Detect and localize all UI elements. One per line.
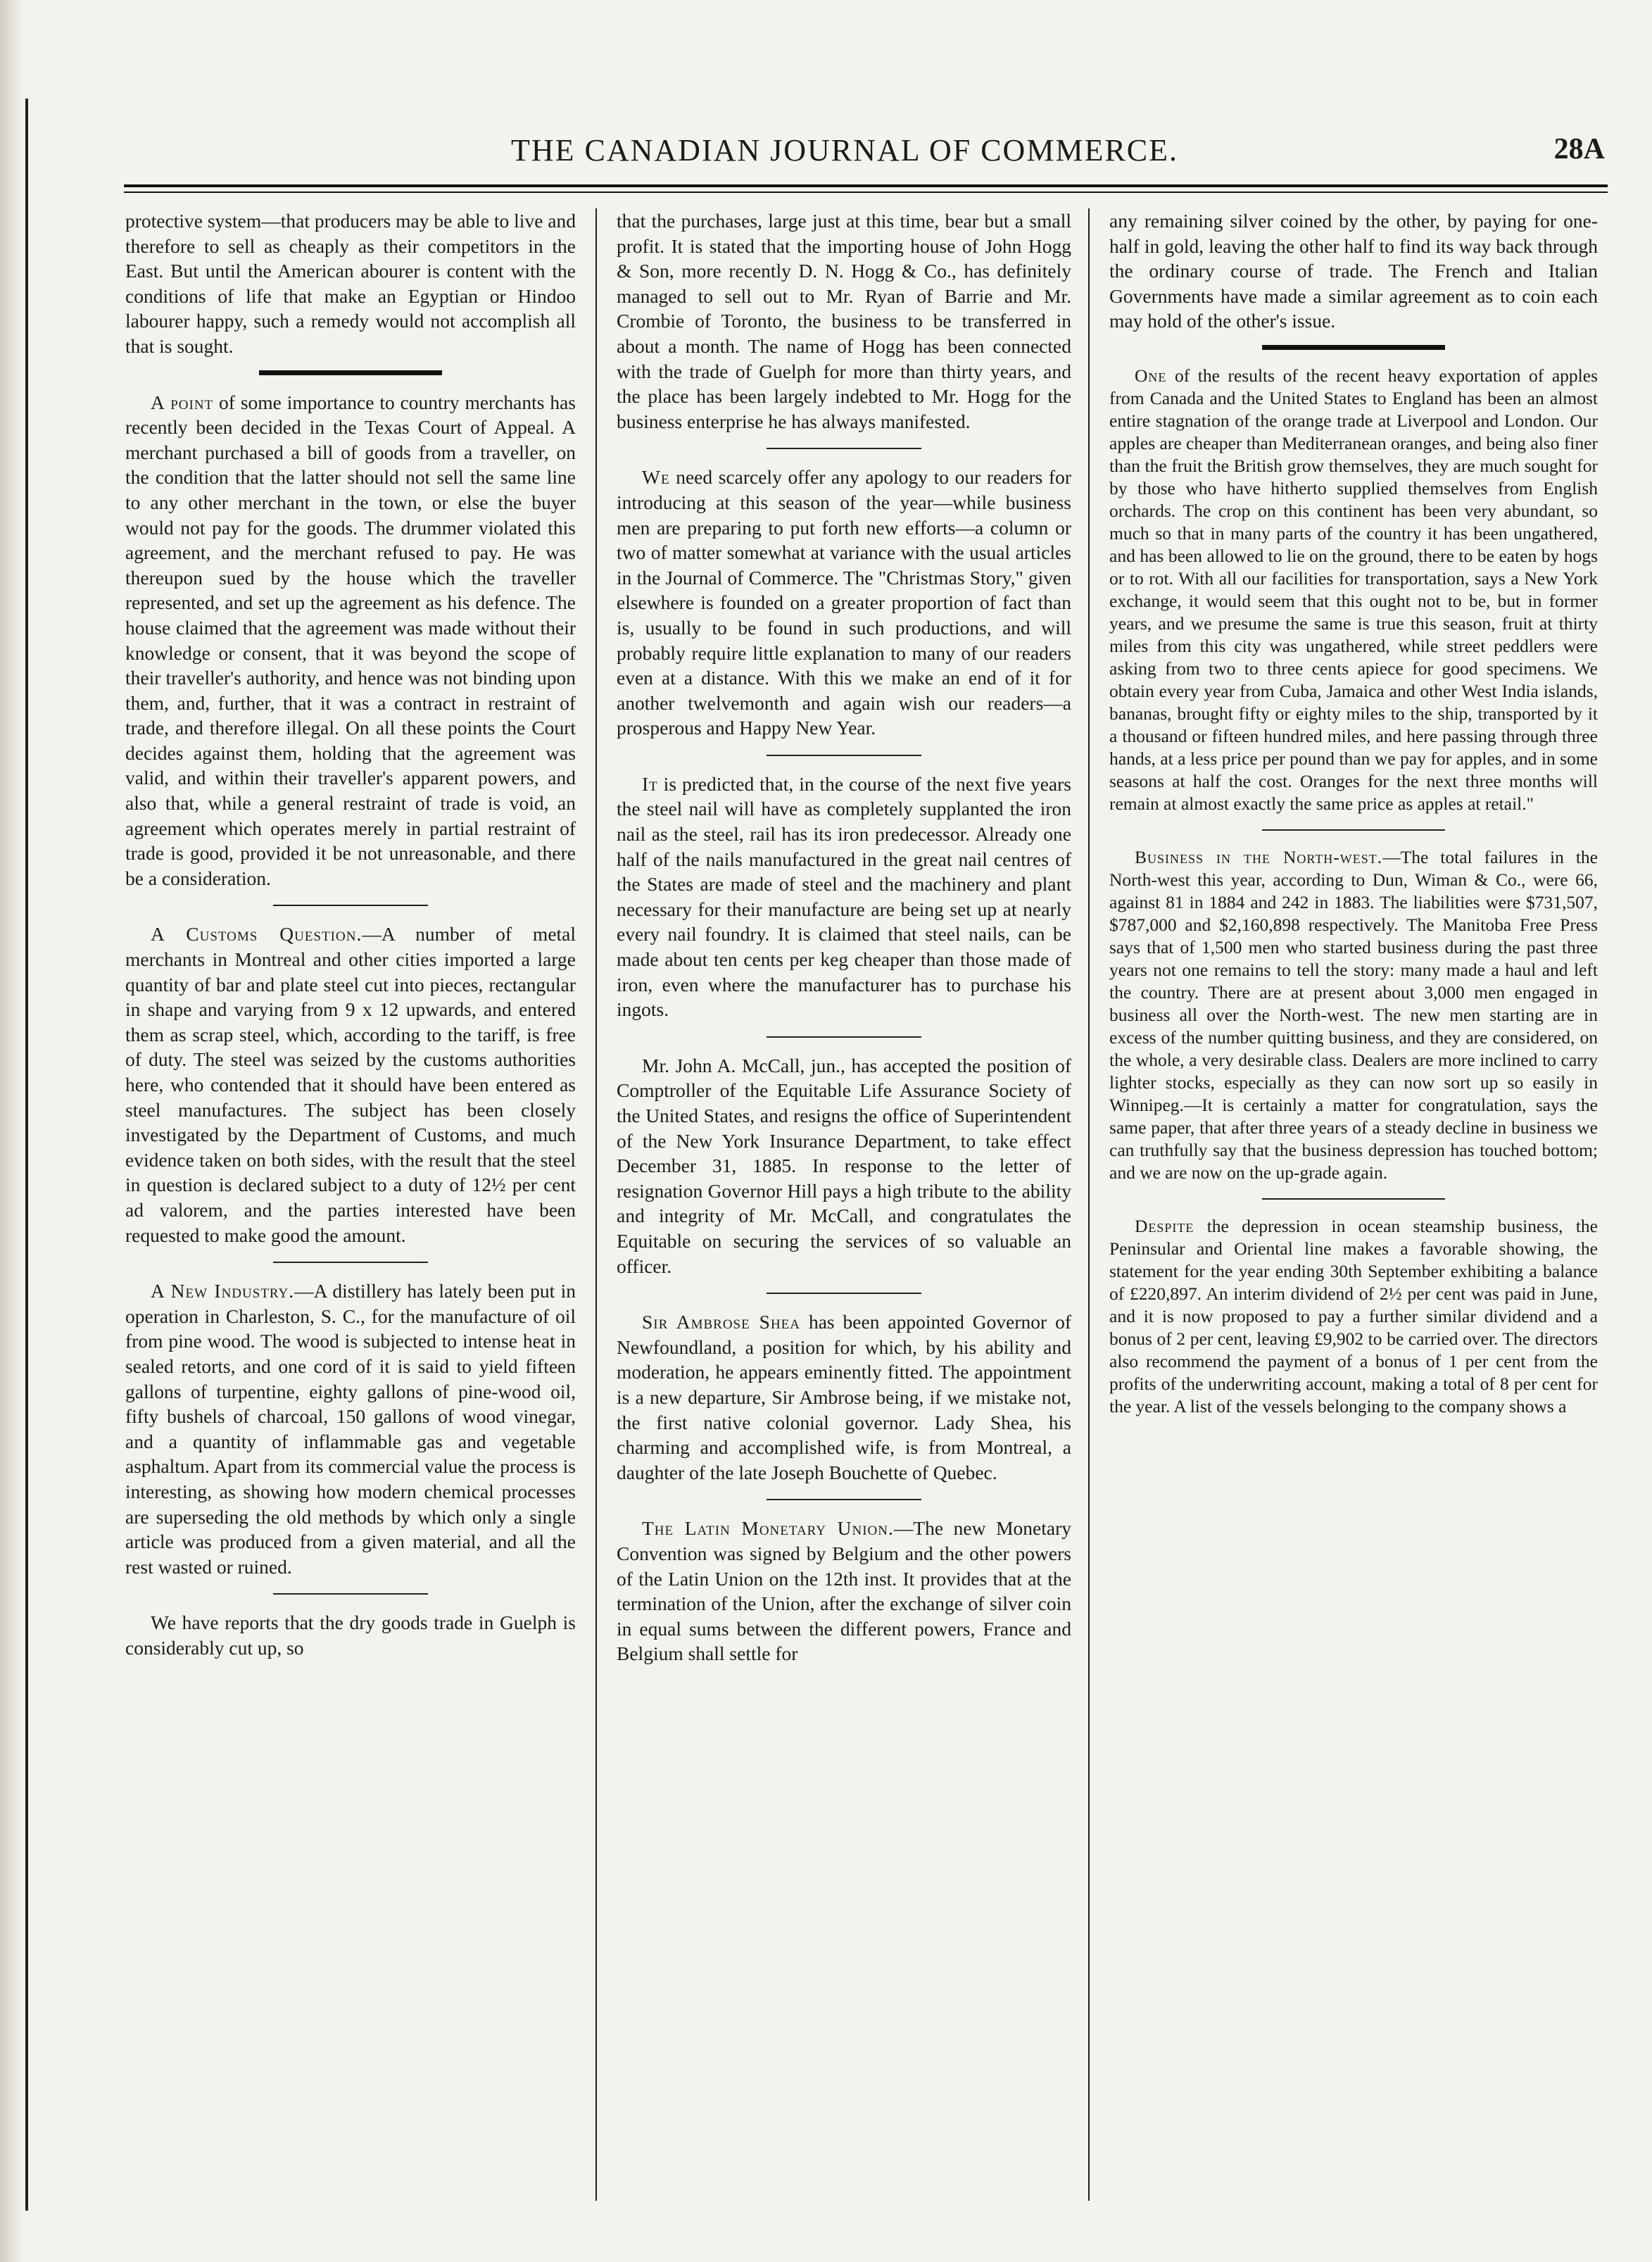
- column-divider: [595, 208, 597, 2201]
- column-2: [617, 208, 1071, 1666]
- article-guelph-cont: [617, 208, 1071, 434]
- article-text: —A distillery has lately been put in operation in Charleston, S. C., for the manufacture of oil from pine wood. The wood is subjected to intense heat in sealed retorts, and one cord of it is said to yield fifteen gallons of turpentine, eighty gallons of pine-wood oil, fifty bushels of charcoal, 150 gallons of wood vinegar, and a quantity of inflammable gas and vegetable asphaltum. Apart from its commercial value the process is interesting, as showing how modern chemical processes are superseding the old methods by which only a single article was produced from a given material, and all the rest wasted or ruined.: [125, 1280, 576, 1578]
- journal-title: THE CANADIAN JOURNAL OF COMMERCE.: [510, 133, 1179, 168]
- page-number: 28A: [1553, 133, 1605, 165]
- section-divider: [617, 741, 1071, 772]
- article-lead: A New Industry.: [151, 1280, 295, 1302]
- article-lead: A Customs Question.: [151, 923, 362, 945]
- article-protective-system: [125, 208, 576, 359]
- section-divider: [617, 434, 1071, 465]
- page-edge-shadow: [0, 0, 24, 2262]
- article-peninsular-oriental: [1109, 1215, 1598, 1418]
- binding-rule: [25, 99, 28, 2211]
- section-divider: [617, 1278, 1071, 1309]
- column-divider: [1088, 208, 1090, 2201]
- article-text: need scarcely offer any apology to our readers for introducing at this season of the year—while business men are preparing to put forth new efforts—a column or two of matter somewhat at variance with the usual articles in the Journal of Commerce. The "Christmas Story," given elsewhere is founded on a greater proportion of fact than is, usually to be found in such productions, and will probably require little explanation to many of our readers even at a distance. With this we make an end of it for another twelvemonth and again wish our readers—a prosperous and Happy New Year.: [617, 466, 1071, 739]
- article-text: of the results of the recent heavy exportation of apples from Canada and the United States to England has been an almost entire stagnation of the orange trade at Liverpool and London. Our apples are cheaper than Mediterranean oranges, and being also finer than the fruit the British grow themselves, they are much sought for by those who have hitherto supplied themselves from English orchards. The crop on this continent has been very abundant, so much so that in many parts of the country it has been ungathered, and has been allowed to lie on the ground, there to be eaten by hogs or to rot. With all our facilities for transportation, says a New York exchange, it would seem that this ought not to be, but in former years, and we presume the same is true this season, fruit at thirty miles from this city was ungathered, while street peddlers were asking from two to three cents apiece for good specimens. We obtain every year from Cuba, Jamaica and other West India islands, bananas, brought fifty or eighty miles to the ship, transported by it a thousand or fifteen hundred miles, and here passing through three hands, at a less price per pound than we pay for apples, and in some seasons at half the cost. Oranges for the next three months will remain at almost exactly the same price as apples at retail.": [1109, 365, 1598, 814]
- article-text: —A number of metal merchants in Montreal and other cities imported a large quantity of bar and plate steel cut into pieces, rectangular in shape and varying from 9 x 12 upwards, and entered them as scrap steel, which, according to the tariff, is free of duty. The steel was seized by the customs authorities here, who contended that it should have been entered as steel manufactures. The subject has been closely investigated by the Department of Customs, and much evidence taken on both sides, with the result that the steel in question is declared subject to a duty of 12½ per cent ad valorem, and the parties interested have been requested to make good the amount.: [125, 923, 576, 1246]
- article-latin-monetary-cont: [1109, 208, 1598, 334]
- article-text: of some importance to country merchants has recently been decided in the Texas Court of Appeal. A merchant purchased a bill of goods from a traveller, on the condition that the latter should not sell the same line to any other merchant in the town, or else the buyer would not pay for the goods. The drummer violated this agreement, and the merchant refused to pay. He was thereupon sued by the house which the traveller represented, and set up the agreement as his defence. The house claimed that the agreement was made without their knowledge or consent, that it was beyond the scope of their traveller's authority, and hence was not binding upon them, and, further, that it was a contract in restraint of trade, and therefore illegal. On all these points the Court decides against them, holding that the agreement was valid, and within their traveller's apparent powers, and also that, while a general restraint of trade is void, an agreement which operates merely in partial restraint of trade is good, provided it be not unreasonable, and there be a consideration.: [125, 391, 576, 889]
- section-divider: [1109, 334, 1598, 365]
- article-text: —The new Monetary Convention was signed by Belgium and the other powers of the Latin Union on the 12th inst. It provides that at the termination of the Union, after the exchange of silver coin in equal sums between the different powers, France and Belgium shall settle for: [617, 1517, 1071, 1665]
- section-divider: [125, 891, 576, 922]
- article-text: any remaining silver coined by the other, by paying for one-half in gold, leaving the other half to find its way back through the ordinary course of trade. The French and Italian Governments have made a similar agreement as to coin each may hold of the other's issue.: [1109, 210, 1598, 332]
- article-lead: One: [1135, 365, 1167, 386]
- article-steel-nail: [617, 772, 1071, 1022]
- article-text: the depression in ocean steamship business, the Peninsular and Oriental line makes a favorable showing, the statement for the year ending 30th September exhibiting a balance of £220,897. An interim dividend of 2½ per cent was paid in June, and it is now proposed to pay a further similar dividend and a bonus of 2 per cent, leaving £9,902 to be carried over. The directors also recommend the payment of a bonus of 1 per cent from the profits of the underwriting account, making a total of 8 per cent for the year. A list of the vessels belonging to the company shows a: [1109, 1215, 1598, 1416]
- article-text: has been appointed Governor of Newfoundland, a position for which, by his ability and moderation, he appears eminently fitted. The appointment is a new departure, Sir Ambrose being, if we mistake not, the first native colonial governor. Lady Shea, his charming and accomplished wife, is from Montreal, a daughter of the late Joseph Bouchette of Quebec.: [617, 1311, 1071, 1483]
- article-text: —The total failures in the North-west this year, according to Dun, Wiman & Co., were 66, against 81 in 1884 and 242 in 1883. The liabilities were $731,507, $787,000 and $2,160,898 respectively. The Manitoba Free Press says that of 1,500 men who started business during the past three years not one remains to tell the story: many made a haul and left the country. There are at present about 3,000 men engaged in business all over the North-west. The new men starting are in excess of the number quitting business, and they are considered, on the whole, a very desirable class. Dealers are more inclined to carry lighter stocks, especially as they can now sort up so easily in Winnipeg.—It is certainly a matter for congratulation, says the same paper, that after three years of a steady decline in business we can truthfully say that the business depression has touched bottom; and we are now on the up-grade again.: [1109, 846, 1599, 1183]
- article-apples: [1109, 365, 1598, 815]
- header-rule-thin: [124, 191, 1608, 193]
- article-north-west: [1109, 846, 1598, 1184]
- article-lead: A point: [151, 391, 214, 413]
- section-divider: [617, 1485, 1071, 1516]
- article-ambrose-shea: [617, 1309, 1071, 1485]
- article-lead: Despite: [1135, 1215, 1194, 1236]
- article-lead: It: [642, 772, 658, 795]
- article-text: is predicted that, in the course of the next five years the steel nail will have as completely supplanted the iron nail as the steel, rail has its iron predecessor. Already one half of the nails manufactured in the great nail centres of the States are made of steel and the machinery and plant necessary for their manufacture are being set up at nearly every nail foundry. It is claimed that steel nails, can be made about ten cents per keg cheaper than those made of iron, even where the manufacturer has to purchase his ingots.: [617, 772, 1071, 1021]
- article-new-industry: [125, 1278, 576, 1579]
- article-latin-monetary: [617, 1516, 1071, 1666]
- column-1: [125, 208, 576, 1660]
- article-mccall: [617, 1053, 1071, 1278]
- column-3: [1109, 208, 1598, 1418]
- article-customs-question: [125, 922, 576, 1248]
- article-text: Mr. John A. McCall, jun., has accepted the position of Comptroller of the Equitable Life Assurance Society of the United States, and resigns the office of Superintendent of the New York Insurance Department, to take effect December 31, 1885. In response to the letter of resignation Governor Hill pays a high tribute to the ability and integrity of Mr. McCall, and congratulates the Equitable on securing the services of so valuable an officer.: [617, 1054, 1071, 1277]
- article-guelph: [125, 1610, 576, 1660]
- article-christmas: [617, 465, 1071, 741]
- page-header: [84, 132, 1605, 182]
- header-rule: [124, 184, 1608, 187]
- article-lead: Business in the North-west.: [1135, 846, 1383, 867]
- article-text: protective system—that producers may be able to live and therefore to sell as cheaply as their competitors in the East. But until the American abourer is content with the conditions of life that make an Egyptian or Hindoo labourer happy, such a remedy would not accomplish all that is sought.: [125, 210, 576, 357]
- article-text: that the purchases, large just at this time, bear but a small profit. It is stated that the importing house of John Hogg & Son, more recently D. N. Hogg & Co., has definitely managed to sell out to Mr. Ryan of Barrie and Mr. Crombie of Toronto, the business to be transferred in about a month. The name of Hogg has been connected with the trade of Guelph for more than thirty years, and the place has been largely indebted to Mr. Hogg for the business enterprise he has always manifested.: [617, 210, 1071, 432]
- article-texas-court: [125, 390, 576, 891]
- article-text: We have reports that the dry goods trade in Guelph is considerably cut up, so: [125, 1611, 576, 1659]
- section-divider: [617, 1022, 1071, 1053]
- section-divider: [1109, 1184, 1598, 1215]
- section-divider: [125, 1579, 576, 1610]
- section-divider: [125, 1248, 576, 1278]
- article-lead: We: [642, 466, 670, 489]
- section-divider: [1109, 815, 1598, 846]
- section-divider: [125, 359, 576, 390]
- article-lead: The Latin Monetary Union.: [642, 1517, 894, 1540]
- article-lead: Sir Ambrose Shea: [642, 1311, 800, 1333]
